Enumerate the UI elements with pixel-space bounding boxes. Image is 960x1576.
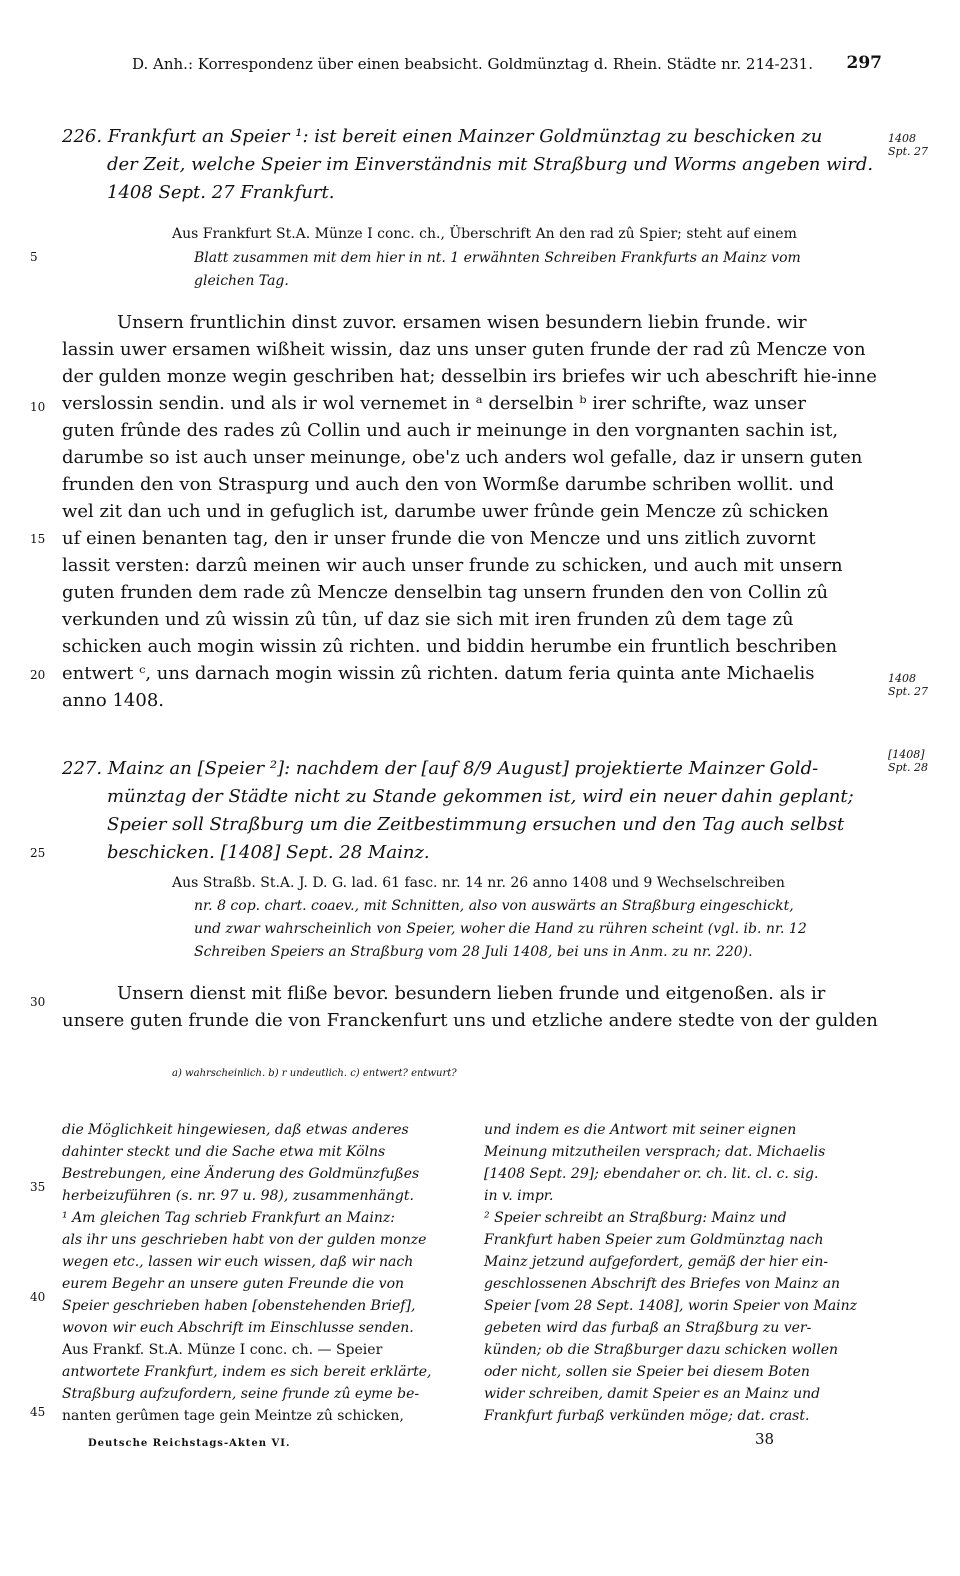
doc227-source-line: Schreiben Speiers an Straßburg vom 28 Juli 1408, bei uns in Anm. zu nr. 220). (194, 944, 753, 960)
footnote-right-line: [1408 Sept. 29]; ebendaher or. ch. lit. cl. c. sig. (484, 1166, 819, 1182)
footnote-right-line: Frankfurt haben Speier zum Goldmünztag nach (484, 1232, 824, 1248)
apparatus-notes: a) wahrscheinlich. b) r undeutlich. c) entwert? entwurt? (172, 1068, 457, 1079)
line-number: 30 (30, 995, 46, 1009)
doc226-body-line: wel zit dan uch und in gefuglich ist, darumbe uwer frûnde gein Mencze zû schicken (62, 501, 829, 522)
doc226-source-line: Blatt zusammen mit dem hier in nt. 1 erwähnten Schreiben Frankfurts an Mainz vom (194, 250, 801, 266)
doc227-source-line: und zwar wahrscheinlich von Speier, woher die Hand zu rühren scheint (vgl. ib. nr. 12 (194, 921, 807, 937)
footnote-left-line: Straßburg aufzufordern, seine frunde zû eyme be- (62, 1386, 420, 1402)
doc227-summary-line: Speier soll Straßburg um die Zeitbestimmung ersuchen und den Tag auch selbst (107, 814, 845, 835)
doc227-summary-line: beschicken. [1408] Sept. 28 Mainz. (107, 842, 430, 863)
doc226-source-line: Aus Frankfurt St.A. Münze I conc. ch., Überschrift An den rad zû Spier; steht auf einem (172, 226, 797, 242)
footnote-right-line: Frankfurt furbaß verkünden möge; dat. crast. (484, 1408, 810, 1424)
doc226-summary-line: 1408 Sept. 27 Frankfurt. (107, 182, 335, 203)
doc226-body-line: darumbe so ist auch unser meinunge, obe'z uch anders wol gefalle, daz ir unsern guten (62, 447, 863, 468)
footnote-right-line: Speier [vom 28 Sept. 1408], worin Speier von Mainz (484, 1298, 858, 1314)
running-header (132, 55, 882, 73)
margin-year: [1408] (888, 748, 925, 761)
line-number: 45 (30, 1405, 46, 1419)
margin-day: Spt. 27 (888, 145, 928, 158)
footnote-left-line: antwortete Frankfurt, indem es sich bereit erklärte, (62, 1364, 432, 1380)
footnote-right-line: künden; ob die Straßburger dazu schicken wollen (484, 1342, 839, 1358)
signature-mark: 38 (755, 1430, 775, 1448)
doc226-body-line: uf einen benanten tag, den ir unser frunde die von Mencze und uns zitlich zuvornt (62, 528, 816, 549)
doc226-body-line: guten frunden dem rade zû Mencze denselbin tag unsern frunden den von Collin zû (62, 582, 829, 603)
doc227-summary-line: münztag der Städte nicht zu Stande gekommen ist, wird ein neuer dahin geplant; (107, 786, 854, 807)
margin-date-227 (888, 748, 928, 774)
margin-day: Spt. 27 (888, 685, 928, 698)
line-number: 15 (30, 532, 46, 546)
footnote-right-line: in v. impr. (484, 1188, 554, 1204)
doc226-body-line: anno 1408. (62, 690, 165, 711)
footnote-left-line: eurem Begehr an unsere guten Freunde die von (62, 1276, 405, 1292)
footnote-right-line: Meinung mitzutheilen versprach; dat. Michaelis (484, 1144, 826, 1160)
doc226-body-line: lassin uwer ersamen wißheit wissin, daz uns unser guten frunde der rad zû Mencze von (62, 339, 866, 360)
footnote-left-line: nanten gerûmen tage gein Meintze zû schicken, (62, 1408, 404, 1424)
doc226-body-line: entwert ᶜ, uns darnach mogin wissin zû richten. datum feria quinta ante Michaelis (62, 663, 815, 684)
doc226-summary-line: der Zeit, welche Speier im Einverständnis mit Straßburg und Worms angeben wird. (107, 154, 874, 175)
doc227-body-line: Unsern dienst mit fliße bevor. besundern lieben frunde und eitgenoßen. als ir (117, 983, 826, 1004)
footnote-left-line: Speier geschrieben haben [obenstehenden Brief], (62, 1298, 416, 1314)
doc226-body-line: guten frûnde des rades zû Collin und auch ir meinunge in den vorgnanten sachin ist, (62, 420, 839, 441)
line-number: 35 (30, 1180, 46, 1194)
footnote-left-line: wegen etc., lassen wir euch wissen, daß wir nach (62, 1254, 414, 1270)
doc226-body-line: verkunden und zû wissin zû tûn, uf daz sie sich mit iren frunden zû dem tage zû (62, 609, 794, 630)
footnote-left-line: die Möglichkeit hingewiesen, daß etwas anderes (62, 1122, 409, 1138)
page-number: 297 (846, 53, 882, 73)
doc227-source-line: nr. 8 cop. chart. coaev., mit Schnitten, also von auswärts an Straßburg eingeschickt, (194, 898, 794, 914)
margin-day: Spt. 28 (888, 761, 928, 774)
footnote-left-line: als ihr uns geschrieben habt von der gulden monze (62, 1232, 427, 1248)
margin-date-226 (888, 132, 928, 158)
doc226-body-line: der gulden monze wegin geschriben hat; desselbin irs briefes wir uch abeschrift hie-inne (62, 366, 877, 387)
footnote-right-line: ² Speier schreibt an Straßburg: Mainz und (484, 1210, 787, 1226)
line-number: 40 (30, 1290, 46, 1304)
footnote-right-line: geschlossenen Abschrift des Briefes von Mainz an (484, 1276, 841, 1292)
footnote-right-line: Mainz jetzund aufgefordert, gemäß der hier ein- (484, 1254, 829, 1270)
footnote-left-line: wovon wir euch Abschrift im Einschlusse senden. (62, 1320, 414, 1336)
footnote-right-line: und indem es die Antwort mit seiner eignen (484, 1122, 797, 1138)
volume-line: Deutsche Reichstags-Akten VI. (88, 1438, 291, 1449)
doc226-body-line: Unsern fruntlichin dinst zuvor. ersamen wisen besundern liebin frunde. wir (117, 312, 807, 333)
doc226-body-line: schicken auch mogin wissin zû richten. und biddin herumbe ein fruntlich beschriben (62, 636, 838, 657)
margin-date-226-end (888, 672, 928, 698)
doc227-summary-line: 227. Mainz an [Speier ²]: nachdem der [auf 8/9 August] projektierte Mainzer Gold- (62, 758, 819, 779)
footnote-right-line: oder nicht, sollen sie Speier bei diesem Boten (484, 1364, 810, 1380)
doc227-body-line: unsere guten frunde die von Franckenfurt uns und etzliche andere stedte von der gulden (62, 1010, 878, 1031)
line-number: 20 (30, 668, 46, 682)
doc226-summary-line: 226. Frankfurt an Speier ¹: ist bereit einen Mainzer Goldmünztag zu beschicken zu (62, 126, 823, 147)
doc226-body-line: verslossin sendin. und als ir wol vernemet in ᵃ derselbin ᵇ irer schrifte, waz unser (62, 393, 806, 414)
running-title: D. Anh.: Korrespondenz über einen beabsicht. Goldmünztag d. Rhein. Städte nr. 214-231. (132, 55, 813, 73)
footnote-left-line: Bestrebungen, eine Änderung des Goldmünzfußes (62, 1166, 420, 1182)
doc227-source-line: Aus Straßb. St.A. J. D. G. lad. 61 fasc. nr. 14 nr. 26 anno 1408 und 9 Wechselschreiben (172, 875, 785, 891)
footnote-left-line: Aus Frankf. St.A. Münze I conc. ch. — Speier (62, 1342, 383, 1358)
footnote-left-line: herbeizuführen (s. nr. 97 u. 98), zusammenhängt. (62, 1188, 414, 1204)
footnote-left-line: dahinter steckt und die Sache etwa mit Kölns (62, 1144, 386, 1160)
doc226-body-line: lassit versten: darzû meinen wir auch unser frunde zu schicken, und auch mit unsern (62, 555, 843, 576)
doc226-source-line: gleichen Tag. (194, 273, 289, 289)
line-number: 25 (30, 846, 46, 860)
footnote-left-line: ¹ Am gleichen Tag schrieb Frankfurt an Mainz: (62, 1210, 395, 1226)
doc226-body-line: frunden den von Straspurg und auch den von Wormße darumbe schriben wollit. und (62, 474, 835, 495)
footnote-right-line: wider schreiben, damit Speier es an Mainz und (484, 1386, 821, 1402)
footnote-right-line: gebeten wird das furbaß an Straßburg zu ver- (484, 1320, 812, 1336)
line-number: 10 (30, 400, 46, 414)
line-number: 5 (30, 250, 38, 264)
margin-year: 1408 (888, 672, 916, 685)
margin-year: 1408 (888, 132, 916, 145)
